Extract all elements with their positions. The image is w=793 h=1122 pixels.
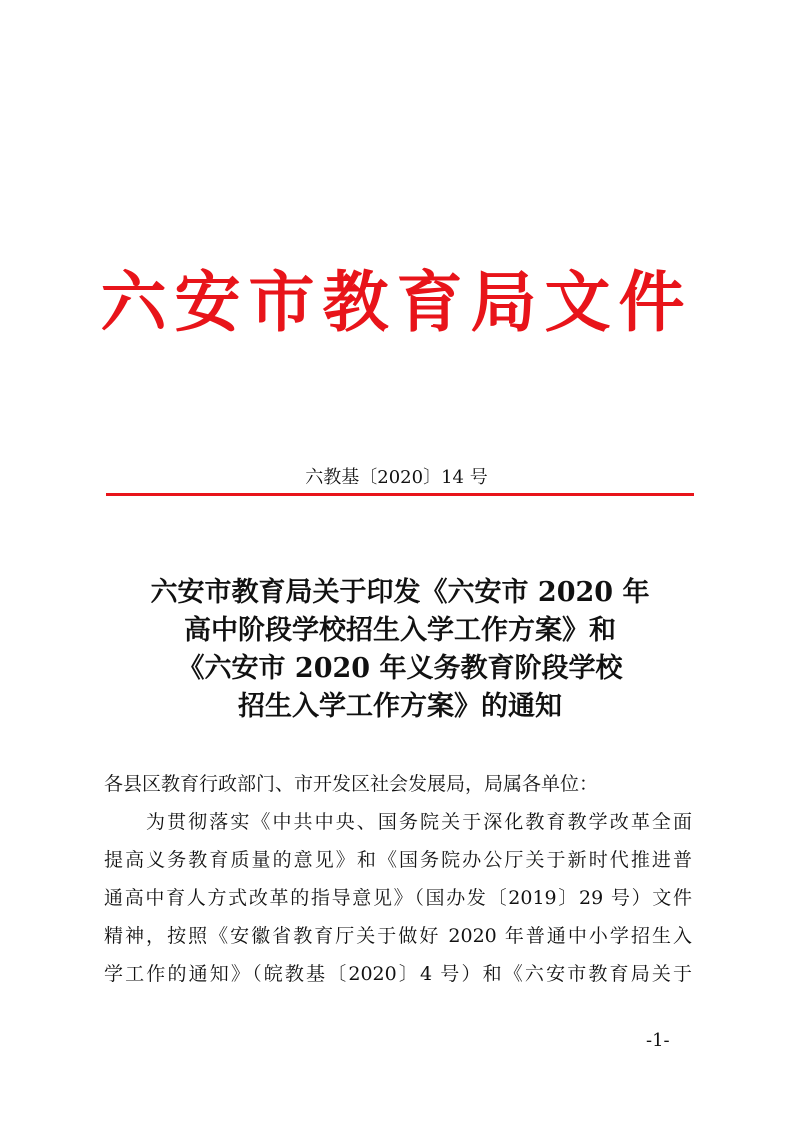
body-line: 通高中育人方式改革的指导意见》（国办发〔2019〕29 号）文件 [104,887,692,909]
salutation: 各县区教育行政部门、市开发区社会发展局，局属各单位： [104,773,599,795]
red-divider-line [106,493,694,496]
title-line: 高中阶段学校招生入学工作方案》和 [184,615,616,646]
title-line: 招生入学工作方案》的通知 [238,691,562,722]
title-line: 《六安市 2020 年义务教育阶段学校 [177,653,623,684]
masthead-title: 六安市教育局文件 [100,263,693,341]
title-line: 六安市教育局关于印发《六安市 2020 年 [150,577,650,608]
page-number: -1- [646,1030,670,1051]
body-line: 学工作的通知》（皖教基〔2020〕4 号）和《六安市教育局关于 [104,963,692,985]
document-number: 六教基〔2020〕14 号 [305,467,488,488]
body-line: 精神，按照《安徽省教育厅关于做好 2020 年普通中小学招生入 [104,925,692,947]
body-text [104,765,692,993]
body-line: 提高义务教育质量的意见》和《国务院办公厅关于新时代推进普 [104,849,692,871]
body-line: 为贯彻落实《中共中央、国务院关于深化教育教学改革全面 [146,811,692,833]
notice-title [100,574,700,726]
